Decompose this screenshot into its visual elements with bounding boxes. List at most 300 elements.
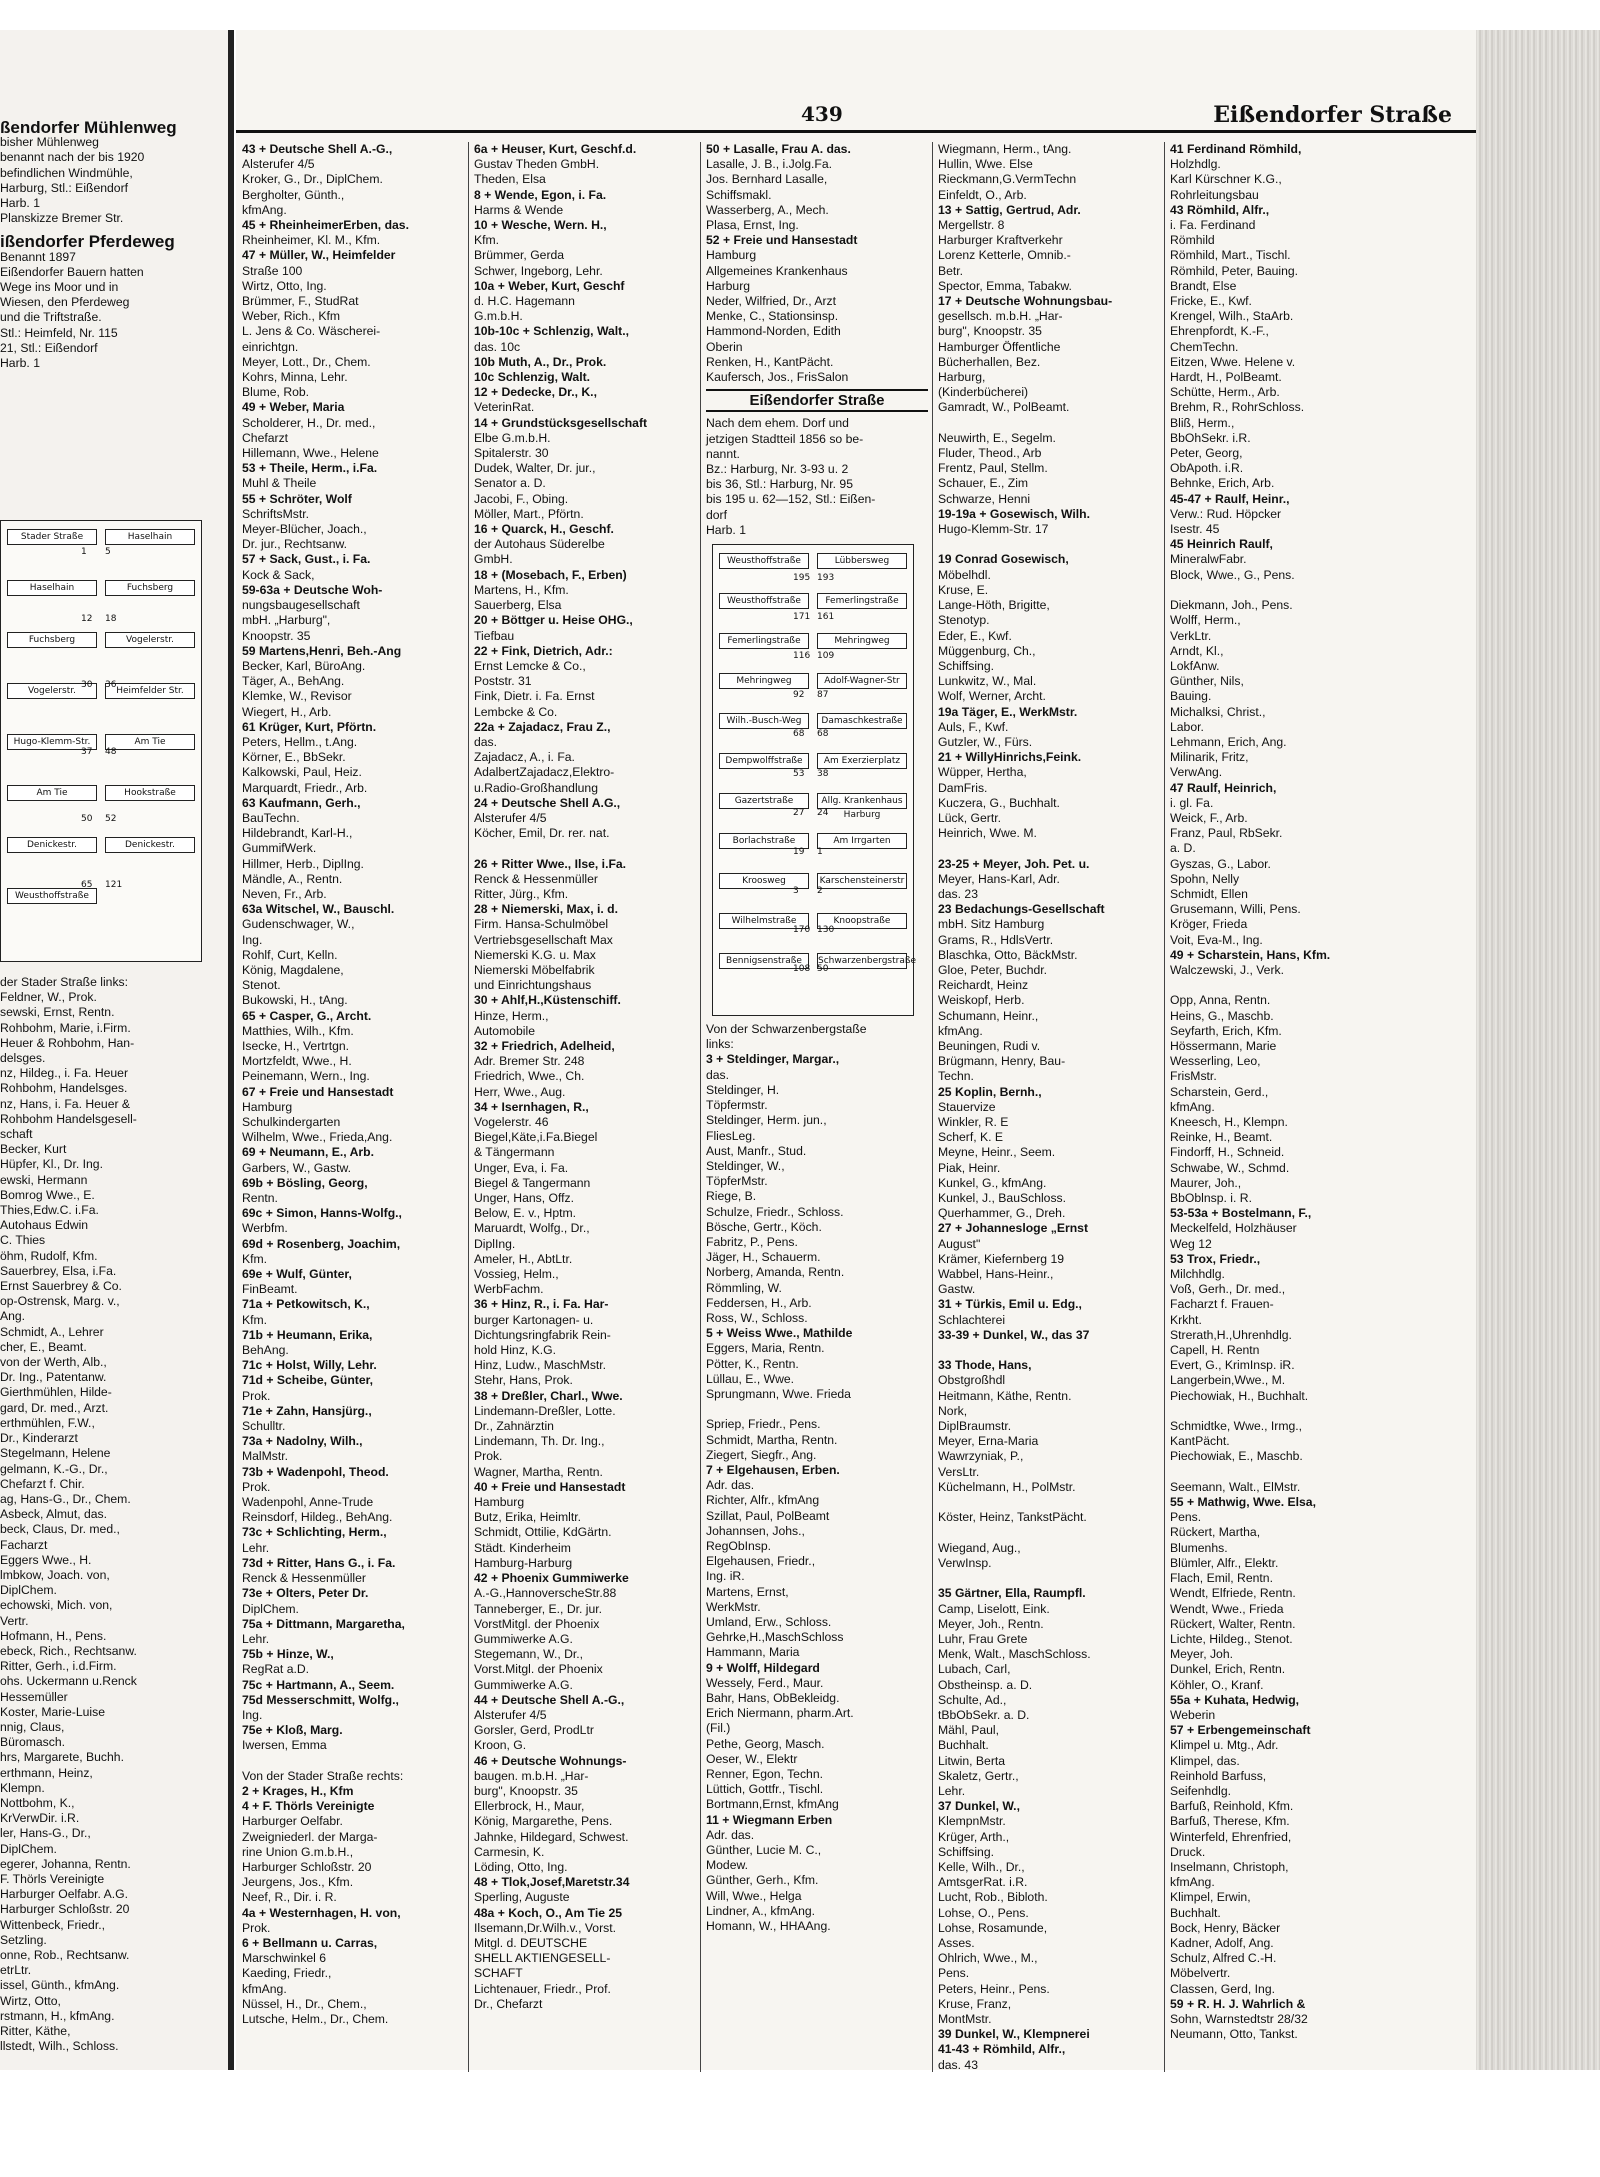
left-text-line: KrVerwDir. i.R. xyxy=(0,1811,80,1826)
directory-entry: Lehmann, Erich, Ang. xyxy=(1170,734,1287,749)
map-street-label: Weusthoffstraße xyxy=(719,593,809,609)
directory-entry: 33-39 + Dunkel, W., das 37 xyxy=(938,1327,1090,1342)
directory-entry: 36 + Hinz, R., i. Fa. Har- xyxy=(474,1297,609,1312)
directory-entry: Kohrs, Minna, Lehr. xyxy=(242,370,348,385)
directory-entry: Renck & Hessenmüller xyxy=(474,871,598,886)
map-street-label: Femerlingstraße xyxy=(719,633,809,649)
directory-entry: Wolf, Werner, Archt. xyxy=(938,689,1046,704)
directory-entry: Peter, Georg, xyxy=(1170,446,1243,461)
section-description: Harb. 1 xyxy=(706,522,746,537)
map-street-label: Mehringweg xyxy=(719,673,809,689)
map-house-number: 68 xyxy=(817,729,829,740)
section-subtitle: links: xyxy=(706,1037,734,1052)
directory-entry: 45-47 + Raulf, Heinr., xyxy=(1170,491,1290,506)
directory-entry: ChemTechn. xyxy=(1170,339,1239,354)
directory-entry: KlempnMstr. xyxy=(938,1814,1006,1829)
directory-entry: Lohse, O., Pens. xyxy=(938,1905,1029,1920)
directory-entry: Harburger Schloßstr. 20 xyxy=(242,1859,372,1874)
directory-entry: 22 + Fink, Dietrich, Adr.: xyxy=(474,643,613,658)
map-street-label: Dempwolffstraße xyxy=(719,753,809,769)
directory-entry: SchriftsMstr. xyxy=(242,506,310,521)
directory-entry: u.Radio-Großhandlung xyxy=(474,780,598,795)
directory-entry: i. Fa. Ferdinand xyxy=(1170,218,1256,233)
directory-entry: Schulkindergarten xyxy=(242,1115,341,1129)
directory-entry: 26 + Ritter Wwe., Ilse, i.Fa. xyxy=(474,856,627,871)
directory-entry: WerkMstr. xyxy=(706,1599,761,1614)
directory-entry: Milchhdlg. xyxy=(1170,1267,1225,1282)
directory-entry: AmtsgerRat. i.R. xyxy=(938,1875,1028,1890)
directory-entry: Druck. xyxy=(1170,1844,1206,1859)
directory-entry: Hinze, Herm., xyxy=(474,1008,549,1023)
directory-entry: BauTechn. xyxy=(242,810,300,825)
directory-entry: SCHAFT xyxy=(474,1966,523,1981)
map-street-label: Karschensteinerstr xyxy=(817,873,907,889)
directory-entry: Kunkel, J., BauSchloss. xyxy=(938,1191,1067,1206)
directory-entry: Strerath,H.,Uhrenhdlg. xyxy=(1170,1327,1292,1342)
directory-entry: 38 + Dreßler, Charl., Wwe. xyxy=(474,1388,623,1403)
directory-entry: Günther, Gerh., Kfm. xyxy=(706,1873,819,1888)
directory-entry: 75e + Kloß, Marg. xyxy=(242,1723,343,1738)
directory-entry: 75a + Dittmann, Margaretha, xyxy=(242,1616,405,1631)
directory-entry: Wolff, Herm., xyxy=(1170,613,1241,628)
left-text-line: Stl.: Heimfeld, Nr. 115 xyxy=(0,325,118,340)
directory-entry: Bukowski, H., tAng. xyxy=(242,993,348,1008)
directory-entry: 75d Messerschmitt, Wolfg., xyxy=(242,1692,399,1707)
directory-entry: i. gl. Fa. xyxy=(1170,795,1214,810)
left-text-line: gelmann, K.-G., Dr., xyxy=(0,1461,108,1476)
directory-entry: Neder, Wilfried, Dr., Arzt xyxy=(706,294,837,309)
directory-entry: Dichtungsringfabrik Rein- xyxy=(474,1327,611,1342)
directory-entry: Werbfm. xyxy=(242,1221,288,1236)
directory-entry: Feddersen, H., Arb. xyxy=(706,1295,812,1310)
directory-entry: König, Magdalene, xyxy=(242,962,344,977)
directory-entry: Gummiwerke A.G. xyxy=(474,1677,573,1692)
directory-entry: Lutsche, Helm., Dr., Chem. xyxy=(242,2011,389,2026)
directory-entry: Lasalle, J. B., i.Jolg.Fa. xyxy=(706,157,832,172)
directory-entry: Bortmann,Ernst, kfmAng xyxy=(706,1797,839,1812)
directory-entry xyxy=(938,841,1160,856)
directory-entry: Kruse, E. xyxy=(938,582,989,597)
directory-entry: Köster, Heinz, TankstPächt. xyxy=(938,1510,1087,1525)
directory-entry: Ross, W., Schloss. xyxy=(706,1310,808,1325)
directory-entry: Krengel, Wilh., StaArb. xyxy=(1170,309,1294,324)
directory-entry: Schmidt, Martha, Rentn. xyxy=(706,1432,838,1447)
directory-entry: 71b + Heumann, Erika, xyxy=(242,1327,373,1342)
directory-entry: Meckelfeld, Holzhäuser xyxy=(1170,1221,1297,1236)
directory-entry: Garbers, W., Gastw. xyxy=(242,1160,352,1175)
directory-entry: Sohn, Warnstedtstr 28/32 xyxy=(1170,2011,1308,2026)
directory-entry: 69e + Wulf, Günter, xyxy=(242,1267,352,1282)
directory-entry: Herr, Wwe., Aug. xyxy=(474,1084,566,1099)
map-street-label: Wilhelmstraße xyxy=(719,913,809,929)
directory-entry: Schiffsing. xyxy=(938,658,995,673)
directory-entry: Firm. Hansa-Schulmöbel xyxy=(474,917,609,932)
directory-entry: Stenotyp. xyxy=(938,613,990,628)
left-title-1: ßendorfer Mühlenweg xyxy=(0,118,177,137)
directory-entry: Seyfarth, Erich, Kfm. xyxy=(1170,1023,1282,1038)
left-text-line: ebeck, Rich., Rechtsanw. xyxy=(0,1643,137,1658)
left-text-line: Wittenbeck, Friedr., xyxy=(0,1917,105,1932)
map-street-label: Knoopstraße xyxy=(817,913,907,929)
directory-entry: Brümmer, Gerda xyxy=(474,248,565,263)
directory-entry: Fluder, Theod., Arb xyxy=(938,446,1042,461)
directory-entry: Zajadacz, A., i. Fa. xyxy=(474,750,575,765)
directory-entry: Kunkel, G., kfmAng. xyxy=(938,1175,1047,1190)
directory-entry: Schmidt, Ellen xyxy=(1170,886,1248,901)
directory-entry: 10c Schlenzig, Walt. xyxy=(474,370,591,385)
column-divider xyxy=(1164,142,1165,2072)
directory-entry: Römhild, Mart., Tischl. xyxy=(1170,248,1291,263)
directory-entry: kfmAng. xyxy=(1170,1099,1215,1114)
directory-entry: Kroon, G. xyxy=(474,1738,527,1753)
directory-entry: burg", Knoopstr. 35 xyxy=(474,1783,578,1798)
directory-entry: Schulte, Ad., xyxy=(938,1692,1007,1707)
directory-entry: Scholderer, H., Dr. med., xyxy=(242,415,376,430)
directory-entry: Becker, Karl, BüroAng. xyxy=(242,658,366,673)
directory-entry xyxy=(1170,1465,1396,1480)
directory-entry: Krüger, Arth., xyxy=(938,1829,1010,1844)
directory-entry: 16 + Quarck, H., Geschf. xyxy=(474,522,614,537)
page-number: 439 xyxy=(801,102,843,126)
left-text-line: von der Werth, Alb., xyxy=(0,1355,107,1370)
left-text-line: Thies,Edw.C. i.Fa. xyxy=(0,1203,99,1218)
left-page xyxy=(0,30,234,2070)
directory-entry: Blaschka, Otto, BäckMstr. xyxy=(938,947,1078,962)
directory-entry: Müggenburg, Ch., xyxy=(938,643,1036,658)
directory-entry: 57 + Sack, Gust., i. Fa. xyxy=(242,552,371,567)
directory-entry: 11 + Wiegmann Erben xyxy=(706,1812,833,1827)
directory-entry: 20 + Böttger u. Heise OHG., xyxy=(474,613,633,628)
directory-entry: Ilsemann,Dr.Wilh.v., Vorst. xyxy=(474,1920,616,1935)
directory-entry: Ing. xyxy=(242,1707,263,1722)
directory-entry: Reinke, H., Beamt. xyxy=(1170,1130,1273,1145)
directory-entry: Mitgl. d. DEUTSCHE xyxy=(474,1935,588,1950)
directory-entry: 52 + Freie und Hansestadt xyxy=(706,233,858,248)
directory-entry: Niemerski Möbelfabrik xyxy=(474,962,595,977)
map-street-label: Borlachstraße xyxy=(719,833,809,849)
directory-entry: Menk, Walt., MaschSchloss. xyxy=(938,1647,1091,1662)
map-house-number: 195 xyxy=(793,573,811,584)
directory-entry: Kaufersch, Jos., FrisSalon xyxy=(706,370,849,385)
directory-entry: Wendt, Elfriede, Rentn. xyxy=(1170,1586,1296,1601)
column-3 xyxy=(706,142,928,1934)
left-text-line: Koster, Marie-Luise xyxy=(0,1704,105,1719)
directory-entry: Schulze, Friedr., Schloss. xyxy=(706,1204,844,1219)
left-text-line: Hessemüller xyxy=(0,1689,68,1704)
left-text-line: Schmidt, A., Lehrer xyxy=(0,1324,104,1339)
directory-entry: Kadner, Adolf, Ang. xyxy=(1170,1935,1274,1950)
directory-entry: Schauer, E., Zim xyxy=(938,476,1029,491)
directory-entry: Asses. xyxy=(938,1935,975,1950)
directory-entry: und Einrichtungshaus xyxy=(474,978,592,993)
directory-entry: mbH. „Harburg", xyxy=(242,613,331,628)
directory-entry: Barfuß, Reinhold, Kfm. xyxy=(1170,1799,1294,1814)
left-text-line: Rohbohm, Handelsges. xyxy=(0,1081,128,1096)
directory-entry: Allgemeines Krankenhaus xyxy=(706,263,848,278)
directory-entry xyxy=(242,1754,464,1769)
directory-entry: 49 + Scharstein, Hans, Kfm. xyxy=(1170,947,1331,962)
directory-entry: Hullin, Wwe. Else xyxy=(938,157,1033,172)
directory-entry: RegRat a.D. xyxy=(242,1662,310,1677)
section-description: nannt. xyxy=(706,446,740,461)
directory-entry: Möbelvertr. xyxy=(1170,1966,1231,1981)
directory-entry: Hamburg xyxy=(242,1099,293,1114)
directory-entry: das. 43 xyxy=(938,2057,978,2072)
directory-entry: Städt. Kinderheim xyxy=(474,1540,571,1555)
directory-entry: Techn. xyxy=(938,1069,974,1084)
directory-entry: 8 + Wende, Egon, i. Fa. xyxy=(474,187,607,202)
directory-entry: 55 + Schröter, Wolf xyxy=(242,491,352,506)
left-text-line: befindlichen Windmühle, xyxy=(0,165,133,180)
directory-entry: Winkler, R. E xyxy=(938,1115,1009,1129)
map-street-label: Am Exerzierplatz xyxy=(817,753,907,769)
directory-entry: Modew. xyxy=(706,1858,749,1873)
directory-entry: einrichtgn. xyxy=(242,339,299,354)
directory-entry: 27 + Johanneslοge „Ernst xyxy=(938,1221,1089,1236)
left-text-line: bisher Mühlenweg xyxy=(0,135,99,150)
directory-entry: 57 + Erbengemeinschaft xyxy=(1170,1723,1311,1738)
directory-entry: baugen. m.b.H. „Har- xyxy=(474,1768,589,1783)
directory-entry: 63 Kaufmann, Gerh., xyxy=(242,795,361,810)
eissendorfer-street-map xyxy=(712,544,917,1016)
directory-entry: BbOblnsp. i. R. xyxy=(1170,1191,1252,1206)
directory-entry: Maurer, Joh., xyxy=(1170,1175,1242,1190)
directory-entry: Rohlf, Curt, Kelln. xyxy=(242,947,338,962)
directory-entry: Neuwirth, E., Segelm. xyxy=(938,430,1056,445)
directory-entry: Wessely, Ferd., Maur. xyxy=(706,1675,824,1690)
directory-entry: 47 Raulf, Heinrich, xyxy=(1170,780,1277,795)
directory-entry: 53 + Theile, Herm., i.Fa. xyxy=(242,461,378,476)
left-text-line: Autohaus Edwin xyxy=(0,1218,89,1233)
left-text-line: Asbeck, Almut, das. xyxy=(0,1507,108,1522)
directory-entry: 33 Thode, Hans, xyxy=(938,1358,1032,1373)
directory-entry: Klimpel, das. xyxy=(1170,1753,1240,1768)
directory-entry: 17 + Deutsche Wohnungsbau- xyxy=(938,294,1113,309)
directory-entry: Bock, Henry, Bäcker xyxy=(1170,1920,1281,1935)
directory-entry: Obstgroßhdl xyxy=(938,1373,1006,1388)
directory-entry: Seifenhdlg. xyxy=(1170,1783,1231,1798)
directory-entry: Iwersen, Emma xyxy=(242,1738,327,1753)
map-house-number: 48 xyxy=(105,747,117,757)
directory-entry: tBbObSekr. a. D. xyxy=(938,1707,1030,1722)
directory-entry: Wiegmann, Herm., tAng. xyxy=(938,142,1072,156)
directory-entry: 4a + Westernhagen, H. von, xyxy=(242,1905,401,1920)
directory-entry: GmbH. xyxy=(474,552,513,567)
map-house-number: 36 xyxy=(105,680,117,691)
directory-entry: Hamburg-Harburg xyxy=(474,1555,573,1570)
directory-entry: Klemke, W., Revisor xyxy=(242,689,352,704)
directory-entry: Straße 100 xyxy=(242,263,303,278)
directory-entry: Pötter, K., Rentn. xyxy=(706,1356,799,1371)
directory-entry: Gamradt, W., PolBeamt. xyxy=(938,400,1070,415)
directory-entry: Spector, Emma, Tabakw. xyxy=(938,278,1072,293)
directory-entry: Vorst.Mitgl. der Phoenix xyxy=(474,1662,603,1677)
directory-entry: Stenot. xyxy=(242,978,281,993)
directory-entry: Niemerski K.G. u. Max xyxy=(474,947,596,962)
directory-entry: Umland, Erw., Schloss. xyxy=(706,1615,832,1629)
directory-entry: Weiskopf, Herb. xyxy=(938,993,1025,1008)
left-text-line: Nottbohm, K., xyxy=(0,1795,75,1810)
map-street-label: Heimfelder Str. xyxy=(105,683,195,699)
directory-entry: Muhl & Theile xyxy=(242,476,317,491)
left-text-line: Ritter, Käthe, xyxy=(0,2024,71,2039)
directory-entry: 14 + Grundstücksgesellschaft xyxy=(474,415,648,430)
directory-entry: Blümler, Alfr., Elektr. xyxy=(1170,1555,1279,1570)
directory-entry xyxy=(938,416,1160,431)
directory-entry: 25 Koplin, Bernh., xyxy=(938,1084,1042,1099)
map-house-number: 108 xyxy=(793,963,811,974)
directory-entry: Scharstein, Gerd., xyxy=(1170,1084,1269,1099)
map-house-number: 50 xyxy=(817,963,829,974)
directory-entry: 35 Gärtner, Ella, Raumpfl. xyxy=(938,1586,1086,1601)
directory-entry: Meyer, Erna-Maria xyxy=(938,1434,1039,1449)
left-text-line: Becker, Kurt xyxy=(0,1142,67,1157)
directory-entry: Möbelhdl. xyxy=(938,567,991,582)
directory-entry: Grams, R., HdlsVertr. xyxy=(938,932,1054,947)
directory-entry: 71e + Zahn, Hansjürg., xyxy=(242,1403,372,1418)
directory-entry: Friedrich, Wwe., Ch. xyxy=(474,1069,585,1084)
map-street-label: Adolf-Wagner-Str xyxy=(817,673,907,689)
directory-entry: Bauing. xyxy=(1170,689,1212,704)
directory-entry: das. 23 xyxy=(938,886,978,901)
directory-entry: Zweigniederl. der Marga- xyxy=(242,1829,378,1844)
directory-entry: 10 + Wesche, Wern. H., xyxy=(474,218,607,233)
map-house-number: 170 xyxy=(793,924,811,935)
directory-entry: 73e + Olters, Peter Dr. xyxy=(242,1586,369,1601)
directory-entry: 4 + F. Thörls Vereinigte xyxy=(242,1799,375,1814)
directory-entry: BbOhSekr. i.R. xyxy=(1170,430,1251,445)
directory-entry: WerbFachm. xyxy=(474,1282,544,1297)
left-text-line: nz, Hans, i. Fa. Heuer & xyxy=(0,1096,131,1111)
left-text-line: Gierthmühlen, Hilde- xyxy=(0,1385,112,1400)
directory-entry: 37 Dunkel, W., xyxy=(938,1799,1020,1814)
directory-entry: 40 + Freie und Hansestadt xyxy=(474,1479,626,1494)
directory-entry: Betr. xyxy=(938,263,964,278)
directory-entry: Arndt, Kl., xyxy=(1170,643,1224,658)
directory-entry: Elgehausen, Friedr., xyxy=(706,1554,816,1569)
directory-entry: Biegel,Käte,i.Fa.Biegel xyxy=(474,1130,598,1145)
map-house-number: 30 xyxy=(81,680,93,691)
left-text-line: Klempn. xyxy=(0,1780,45,1795)
directory-entry: 21 + WillyHinrichs,Feink. xyxy=(938,750,1082,765)
left-text-line: etrLtr. xyxy=(0,1963,32,1978)
directory-entry: Harburger Kraftverkehr xyxy=(938,233,1063,248)
map-house-number: 38 xyxy=(817,768,829,779)
directory-entry: Lubach, Carl, xyxy=(938,1662,1011,1677)
left-block-3 xyxy=(0,975,137,2054)
directory-entry: Schwarze, Henni xyxy=(938,491,1031,506)
directory-entry: Scherf, K. E xyxy=(938,1130,1004,1145)
directory-entry: Weberin xyxy=(1170,1707,1216,1722)
directory-entry: Butz, Erika, Heimltr. xyxy=(474,1510,582,1525)
directory-entry: Rieckmann,G.VermTechn xyxy=(938,172,1077,187)
directory-entry: Piechowiak, E., Maschb. xyxy=(1170,1449,1303,1464)
left-text-line: Setzling. xyxy=(0,1932,47,1947)
map-house-number: 37 xyxy=(81,747,93,757)
directory-entry: Voß, Gerh., Dr. med., xyxy=(1170,1282,1286,1297)
directory-entry: Hamburger Öffentliche xyxy=(938,339,1061,354)
directory-entry: Hugo-Klemm-Str. 17 xyxy=(938,522,1049,537)
map-street-label: Damaschkestraße xyxy=(817,713,907,729)
directory-entry: DiplChem. xyxy=(242,1601,299,1616)
directory-entry: Römmling, W. xyxy=(706,1280,782,1295)
directory-entry: Heinrich, Wwe. M. xyxy=(938,826,1037,841)
directory-entry: 19a Täger, E., WerkMstr. xyxy=(938,704,1078,719)
directory-entry: Alsterufer 4/5 xyxy=(242,157,315,172)
section-description: Bz.: Harburg, Nr. 3-93 u. 2 xyxy=(706,462,849,477)
directory-entry: Will, Wwe., Helga xyxy=(706,1888,802,1903)
directory-entry: Milinarik, Fritz, xyxy=(1170,750,1249,765)
directory-entry: Alsterufer 4/5 xyxy=(474,810,547,825)
directory-entry: Fabritz, P., Pens. xyxy=(706,1234,798,1249)
directory-entry: 73d + Ritter, Hans G., i. Fa. xyxy=(242,1555,396,1570)
directory-entry: 46 + Deutsche Wohnungs- xyxy=(474,1753,627,1768)
directory-entry: Karl Kürschner K.G., xyxy=(1170,172,1282,187)
directory-entry: Reichardt, Heinz xyxy=(938,978,1029,993)
directory-entry: Reinhold Barfuss, xyxy=(1170,1768,1267,1783)
directory-entry xyxy=(938,1343,1160,1358)
directory-entry xyxy=(1170,1404,1396,1419)
directory-entry: kfmAng. xyxy=(938,1023,983,1038)
directory-entry: Harburg, xyxy=(938,370,986,385)
directory-entry: Oberin xyxy=(706,339,743,354)
directory-entry: Pethe, Georg, Masch. xyxy=(706,1736,825,1751)
directory-entry: 73c + Schlichting, Herm., xyxy=(242,1525,387,1540)
directory-entry: 48 + Tlok,Josef,Maretstr.34 xyxy=(474,1875,630,1890)
map-street-label: Mehringweg xyxy=(817,633,907,649)
directory-entry: 7 + Elgehausen, Erben. xyxy=(706,1462,840,1477)
directory-entry: Pens. xyxy=(1170,1510,1202,1525)
left-text-line: Hüpfer, Kl., Dr. Ing. xyxy=(0,1157,103,1172)
directory-entry: Lüllau, E., Wwe. xyxy=(706,1371,795,1386)
directory-entry: Wabbel, Hans-Heinr., xyxy=(938,1267,1054,1282)
directory-entry: Marquardt, Friedr., Arb. xyxy=(242,780,368,795)
directory-entry: a. D. xyxy=(1170,841,1196,856)
directory-entry: 75c + Hartmann, A., Seem. xyxy=(242,1677,395,1692)
map-street-label: Hookstraße xyxy=(105,785,195,801)
directory-entry: Szillat, Paul, PolBeamt xyxy=(706,1508,830,1523)
left-text-line: 21, Stl.: Eißendorf xyxy=(0,340,98,355)
directory-entry: Wadenpohl, Anne-Trude xyxy=(242,1495,374,1510)
directory-entry: 71c + Holst, Willy, Lehr. xyxy=(242,1358,377,1373)
left-text-line: gard, Dr. med., Arzt. xyxy=(0,1400,109,1415)
map-street-label: Vogelerstr. xyxy=(7,683,97,699)
directory-entry: Senator a. D. xyxy=(474,476,546,491)
directory-entry: Marschwinkel 6 xyxy=(242,1951,326,1966)
directory-entry: Gloe, Peter, Buchdr. xyxy=(938,962,1048,977)
left-street-map xyxy=(0,520,202,962)
map-house-number: 65 xyxy=(81,880,93,891)
directory-entry: Günther, Lucie M. C., xyxy=(706,1843,822,1858)
directory-entry: Martens, H., Kfm. xyxy=(474,582,569,597)
directory-entry: KantPächt. xyxy=(1170,1434,1230,1449)
directory-entry: DiplIng. xyxy=(474,1236,516,1251)
directory-entry: Meyer, Joh. xyxy=(1170,1647,1233,1662)
directory-entry: Mähl, Paul, xyxy=(938,1723,999,1738)
directory-entry: Mergellstr. 8 xyxy=(938,218,1005,233)
directory-entry: Peinemann, Wern., Ing. xyxy=(242,1069,370,1084)
directory-entry: 43 Römhild, Alfr., xyxy=(1170,202,1270,217)
map-house-number: 116 xyxy=(793,651,811,662)
directory-entry: 44 + Deutsche Shell A.-G., xyxy=(474,1692,625,1707)
directory-entry: 9 + Wolff, Hildegard xyxy=(706,1660,820,1675)
directory-entry: Unger, Eva, i. Fa. xyxy=(474,1160,569,1175)
directory-entry: Michalksi, Christ., xyxy=(1170,704,1266,719)
directory-entry: Kfm. xyxy=(242,1312,268,1327)
left-text-line: nz, Hildeg., i. Fa. Heuer xyxy=(0,1066,129,1081)
directory-entry xyxy=(706,1402,928,1417)
directory-entry: Jahnke, Hildegard, Schwest. xyxy=(474,1829,629,1844)
